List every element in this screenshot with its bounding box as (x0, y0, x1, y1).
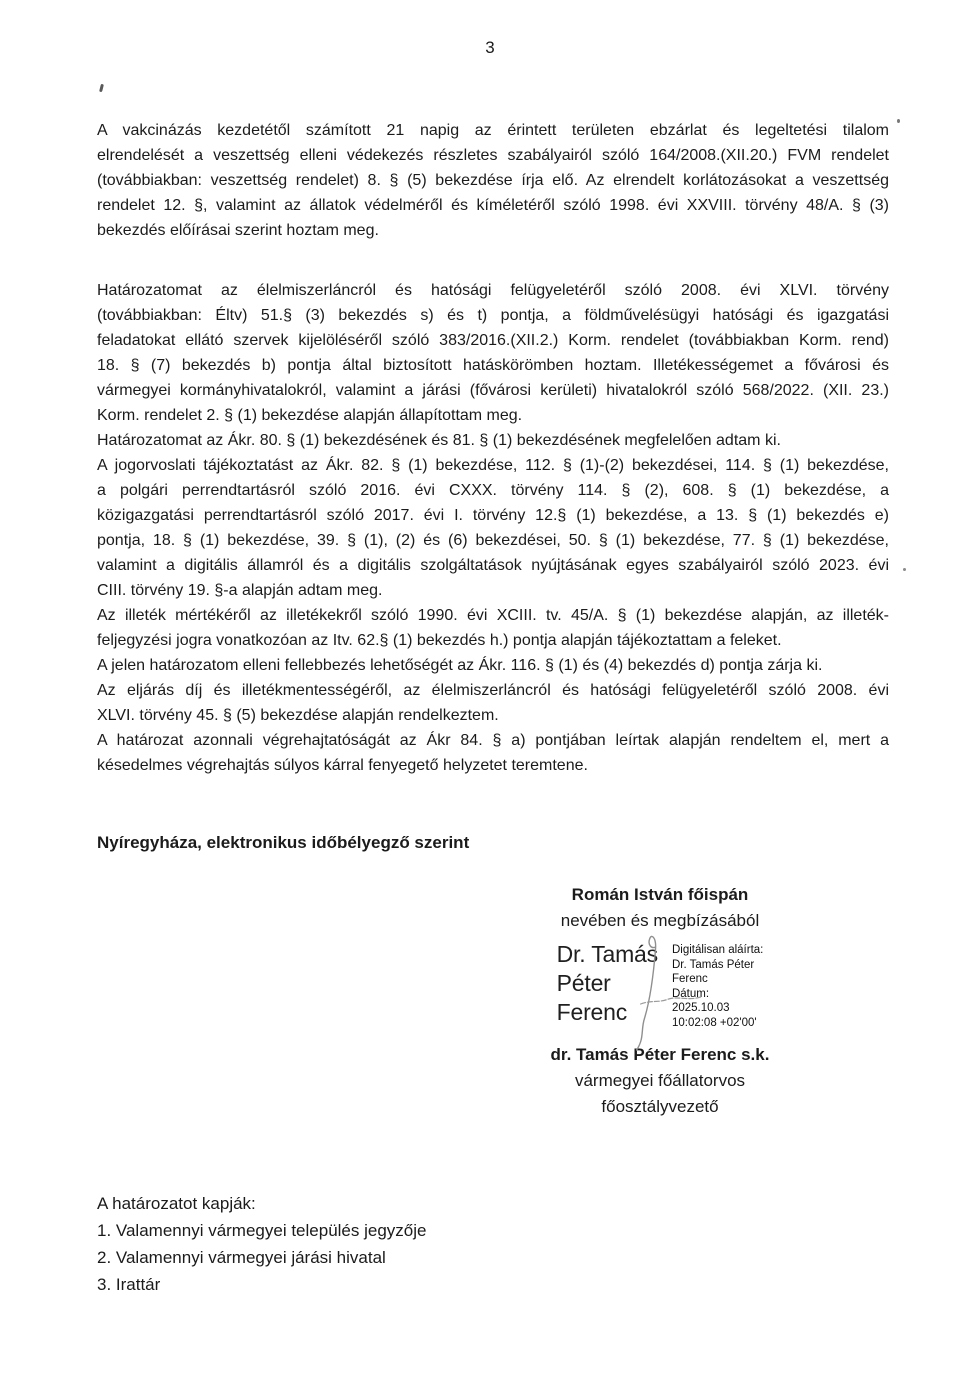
recipient-item: 3. Irattár (97, 1275, 161, 1294)
body-line: közigazgatási perrendtartásról szóló 2017. évi I. törvény 12.§ (1) bekezdése, a 13. § (1) bekezdés e) (97, 507, 889, 524)
body-line: valamint a digitális államról és a digitális szolgáltatások nyújtásának egyes szabályairól szóló 2023. évi (97, 557, 889, 574)
body-line: Az illeték mértékéről az illetékekről szóló 1990. évi XCIII. tv. 45/A. § (1) bekezdése alapján, az illeték- (97, 607, 889, 624)
body-line: (továbbiakban: veszettség rendelet) 8. § (5) bekezdése írja elő. Az elrendelt korlátozásokat a veszettség (97, 172, 889, 189)
scan-artifact (903, 568, 906, 571)
digital-signature-detail-line: Digitálisan aláírta: (671, 944, 764, 956)
body-line: a polgári perrendtartásról szóló 2016. évi CXXX. törvény 114. § (2), 608. § (1) bekezdése, a (97, 482, 889, 499)
body-line: A vakcinázás kezdetétől számított 21 napig az érintett területen ebzárlat és legeltetési tilalom (97, 122, 889, 139)
body-line: Határozatomat az Ákr. 80. § (1) bekezdésének és 81. § (1) bekezdésének megfelelően adtam ki. (97, 432, 781, 449)
recipients-list (97, 1217, 426, 1298)
body-line: rendelet 12. §, valamint az állatok védelméről és kíméletéről szóló 1998. évi XXVIII. törvény 48/A. § (3) (97, 197, 889, 214)
body-line: elrendelését a veszettség elleni védekezés részletes szabályairól szóló 164/2008.(XII.20.) FVM rendelet (97, 147, 889, 164)
digital-signature-name-line: Ferenc (556, 999, 628, 1025)
body-line: A jelen határozatom elleni fellebbezés lehetőségét az Ákr. 116. § (1) és (4) bekezdés d) pontja zárja ki. (97, 657, 823, 674)
signature-block (500, 882, 820, 1120)
digital-signature-stamp (500, 940, 820, 1032)
body-line: CIII. törvény 19. §-a alapján adtam meg. (97, 582, 383, 599)
body-line: XLVI. törvény 45. § (5) bekezdése alapján rendelkeztem. (97, 707, 499, 724)
body-line: feladatokat ellátó szervek kijelöléséről szóló 383/2016.(XII.2.) Korm. rendelet (továbbiakban Korm. rend) (97, 332, 889, 349)
body-line: A határozat azonnali végrehajtatóságát az Ákr 84. § a) pontjában leírtak alapján rendeltem el, mert a (97, 732, 889, 749)
paragraphs-legal-basis (97, 278, 889, 778)
body-line: (továbbiakban: Éltv) 51.§ (3) bekezdés s) és t) pontja, a földművelésügyi hatósági és igazgatási (97, 307, 889, 324)
signer-name: dr. Tamás Péter Ferenc s.k. (550, 1045, 770, 1064)
dateline: Nyíregyháza, elektronikus időbélyegző szerint (97, 833, 470, 852)
recipients (97, 1190, 426, 1298)
page-number: 3 (485, 38, 495, 57)
body-line: vármegyei kormányhivatalokról, valamint a járási (fővárosi kerületi) hivatalokról szóló 568/2022. (XII. 23.) (97, 382, 889, 399)
digital-signature-detail-line: Ferenc (671, 973, 708, 985)
recipients-heading: A határozatot kapják: (97, 1194, 256, 1213)
digital-signature-detail-line: 10:02:08 +02'00' (671, 1016, 757, 1029)
body-line: pontja, 18. § (1) bekezdése, 39. § (1), (2) és (6) bekezdései, 50. § (1) bekezdése, 77. § (1) bekezdése, (97, 532, 889, 549)
body-text (97, 118, 889, 778)
principal-name: Román István főispán (571, 885, 749, 904)
digital-signature-detail-line: 2025.10.03 (671, 1002, 730, 1014)
body-line: Határozatomat az élelmiszerláncról és hatósági felügyeletéről szóló 2008. évi XLVI. törvény (97, 282, 889, 299)
digital-signature-name-line: Dr. Tamás (556, 941, 658, 967)
digital-signature-name-line: Péter (556, 970, 611, 996)
body-line: 18. § (7) bekezdés b) pontja által biztosított hatáskörömben hoztam. Illetékességemet a fővárosi és (97, 357, 889, 374)
body-line: késedelmes végrehajtás súlyos kárral fenyegető helyzetet teremtene. (97, 757, 588, 774)
digital-signature-name (557, 940, 658, 1032)
recipient-item: 2. Valamennyi vármegyei járási hivatal (97, 1248, 386, 1267)
signer-title-1: vármegyei főállatorvos (574, 1071, 746, 1090)
digital-signature-details (672, 940, 763, 1032)
digital-signature-detail-line: Dátum: (671, 987, 710, 1000)
signer-title-2: főosztályvezető (601, 1097, 719, 1116)
digital-signature-detail-line: Dr. Tamás Péter (671, 958, 755, 971)
recipient-item: 1. Valamennyi vármegyei település jegyzője (97, 1221, 427, 1240)
body-line: feljegyzési jogra vonatkozóan az Itv. 62.§ (1) bekezdés h.) pontja alapján tájékoztattam a feleket. (97, 632, 782, 649)
body-line: Az eljárás díj és illetékmentességéről, az élelmiszerláncról és hatósági felügyeletéről szóló 2008. évi (97, 682, 889, 699)
scan-artifact (99, 84, 104, 92)
body-line: A jogorvoslati tájékoztatást az Ákr. 82. § (1) bekezdése, 112. § (1)-(2) bekezdései, 114. § (1) bekezdése, (97, 457, 889, 474)
paragraph-intro (97, 118, 889, 243)
scan-artifact (897, 119, 900, 123)
body-line: bekezdés előírásai szerint hoztam meg. (97, 222, 379, 239)
principal-authorization: nevében és megbízásából (560, 911, 760, 930)
body-line: Korm. rendelet 2. § (1) bekezdése alapján állapítottam meg. (97, 407, 523, 424)
